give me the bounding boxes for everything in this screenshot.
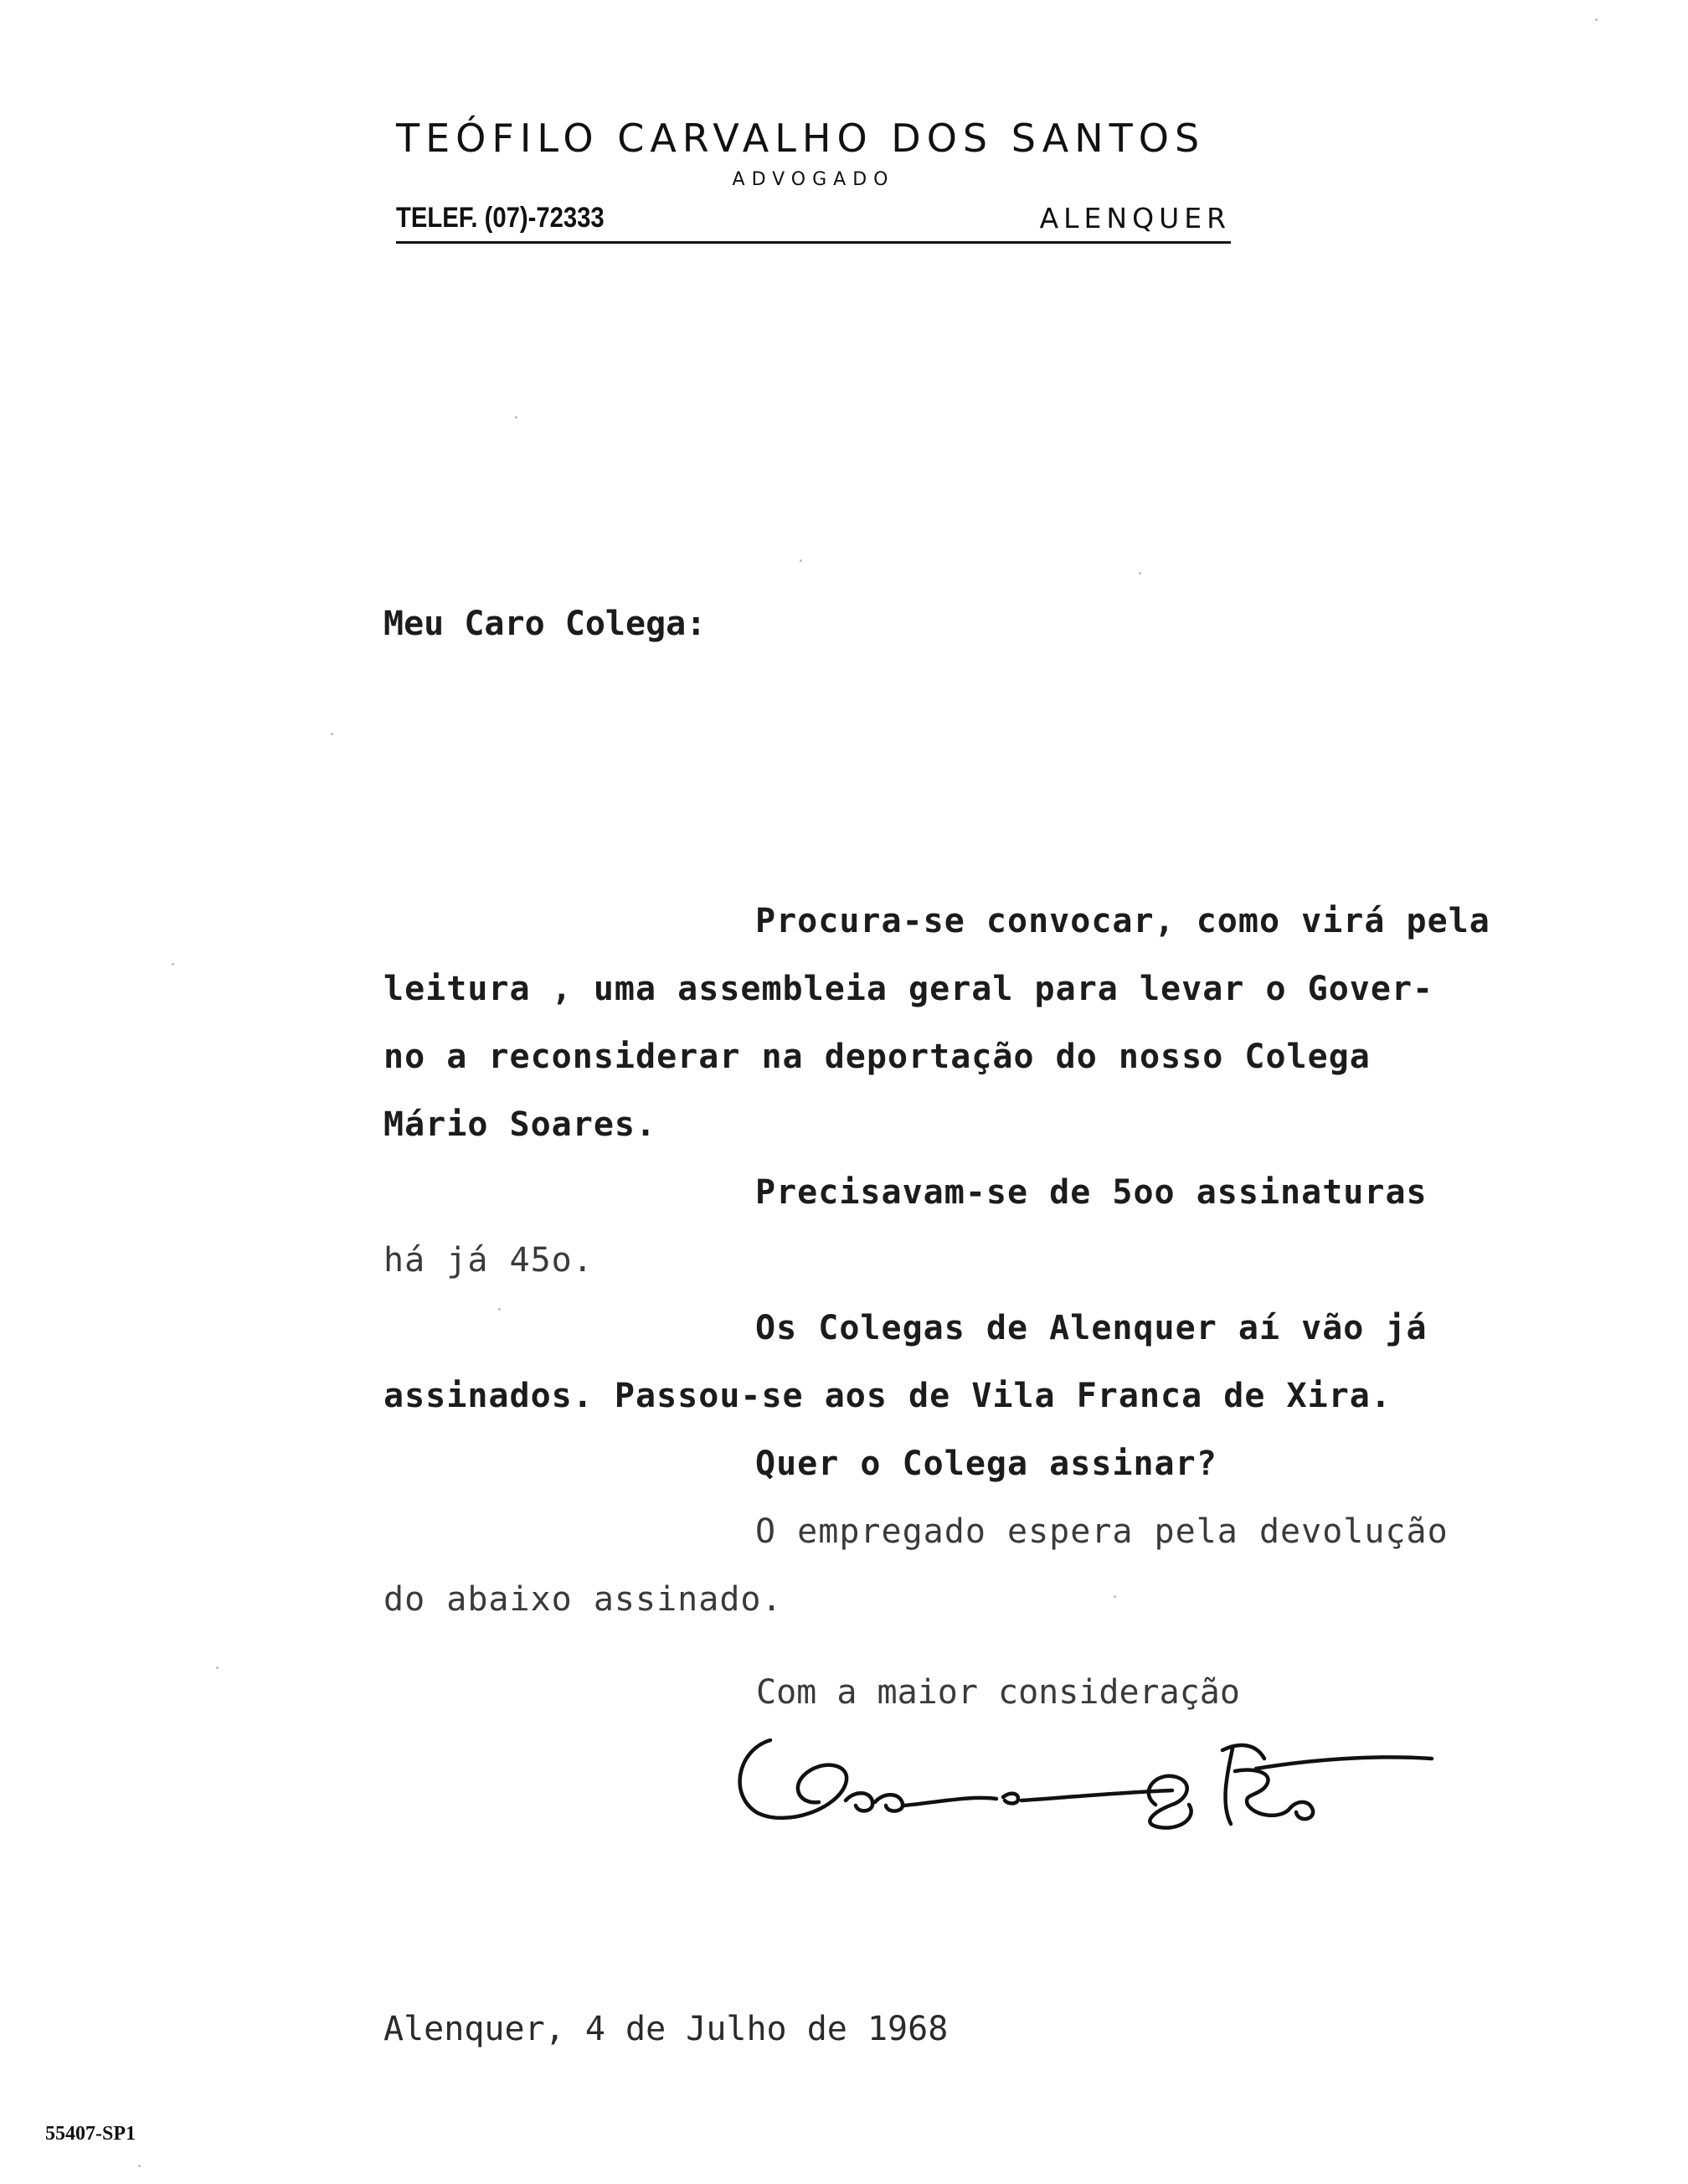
letterhead-city: ALENQUER — [1039, 202, 1231, 234]
scan-speck — [1139, 572, 1141, 574]
letterhead-profession: ADVOGADO — [732, 169, 895, 190]
body-line: há já 45o. — [383, 1241, 594, 1280]
body-line: assinados. Passou-se aos de Vila Franca de Xira. — [383, 1377, 1392, 1415]
letter-body — [383, 888, 1623, 1634]
scan-speck — [331, 733, 333, 735]
scan-speck — [138, 2165, 141, 2167]
body-line: no a reconsiderar na deportação do nosso Colega — [383, 1038, 1371, 1076]
date-line: Alenquer, 4 de Julho de 1968 — [383, 2010, 949, 2048]
body-line: Procura-se convocar, como virá pela — [755, 902, 1490, 940]
closing: Com a maior consideração — [756, 1673, 1240, 1712]
letterhead-phone: TELEF. (07)-72333 — [396, 202, 605, 234]
handwritten-signature — [720, 1725, 1440, 1834]
scan-speck — [216, 1666, 219, 1669]
scan-speck — [800, 559, 802, 562]
letterhead — [396, 116, 1231, 244]
footer-code: 55407-SP1 — [45, 2123, 136, 2145]
body-line: O empregado espera pela devolução — [755, 1512, 1449, 1551]
salutation: Meu Caro Colega: — [383, 605, 707, 643]
body-line: do abaixo assinado. — [383, 1580, 783, 1619]
body-line: Precisavam-se de 5oo assinaturas — [755, 1173, 1428, 1212]
body-line: Mário Soares. — [383, 1105, 657, 1144]
scan-speck — [1114, 1595, 1116, 1598]
body-line: Os Colegas de Alenquer aí vão já — [755, 1309, 1428, 1347]
scan-speck — [515, 416, 517, 419]
body-line: leitura , uma assembleia geral para levar o Gover- — [383, 970, 1434, 1008]
scan-speck — [172, 963, 174, 966]
letterhead-contact-row — [396, 202, 1231, 244]
scan-speck — [498, 1308, 501, 1311]
letterhead-name: TEÓFILO CARVALHO DOS SANTOS — [396, 116, 1206, 161]
scan-speck — [1595, 18, 1598, 21]
body-line: Quer o Colega assinar? — [755, 1445, 1217, 1483]
